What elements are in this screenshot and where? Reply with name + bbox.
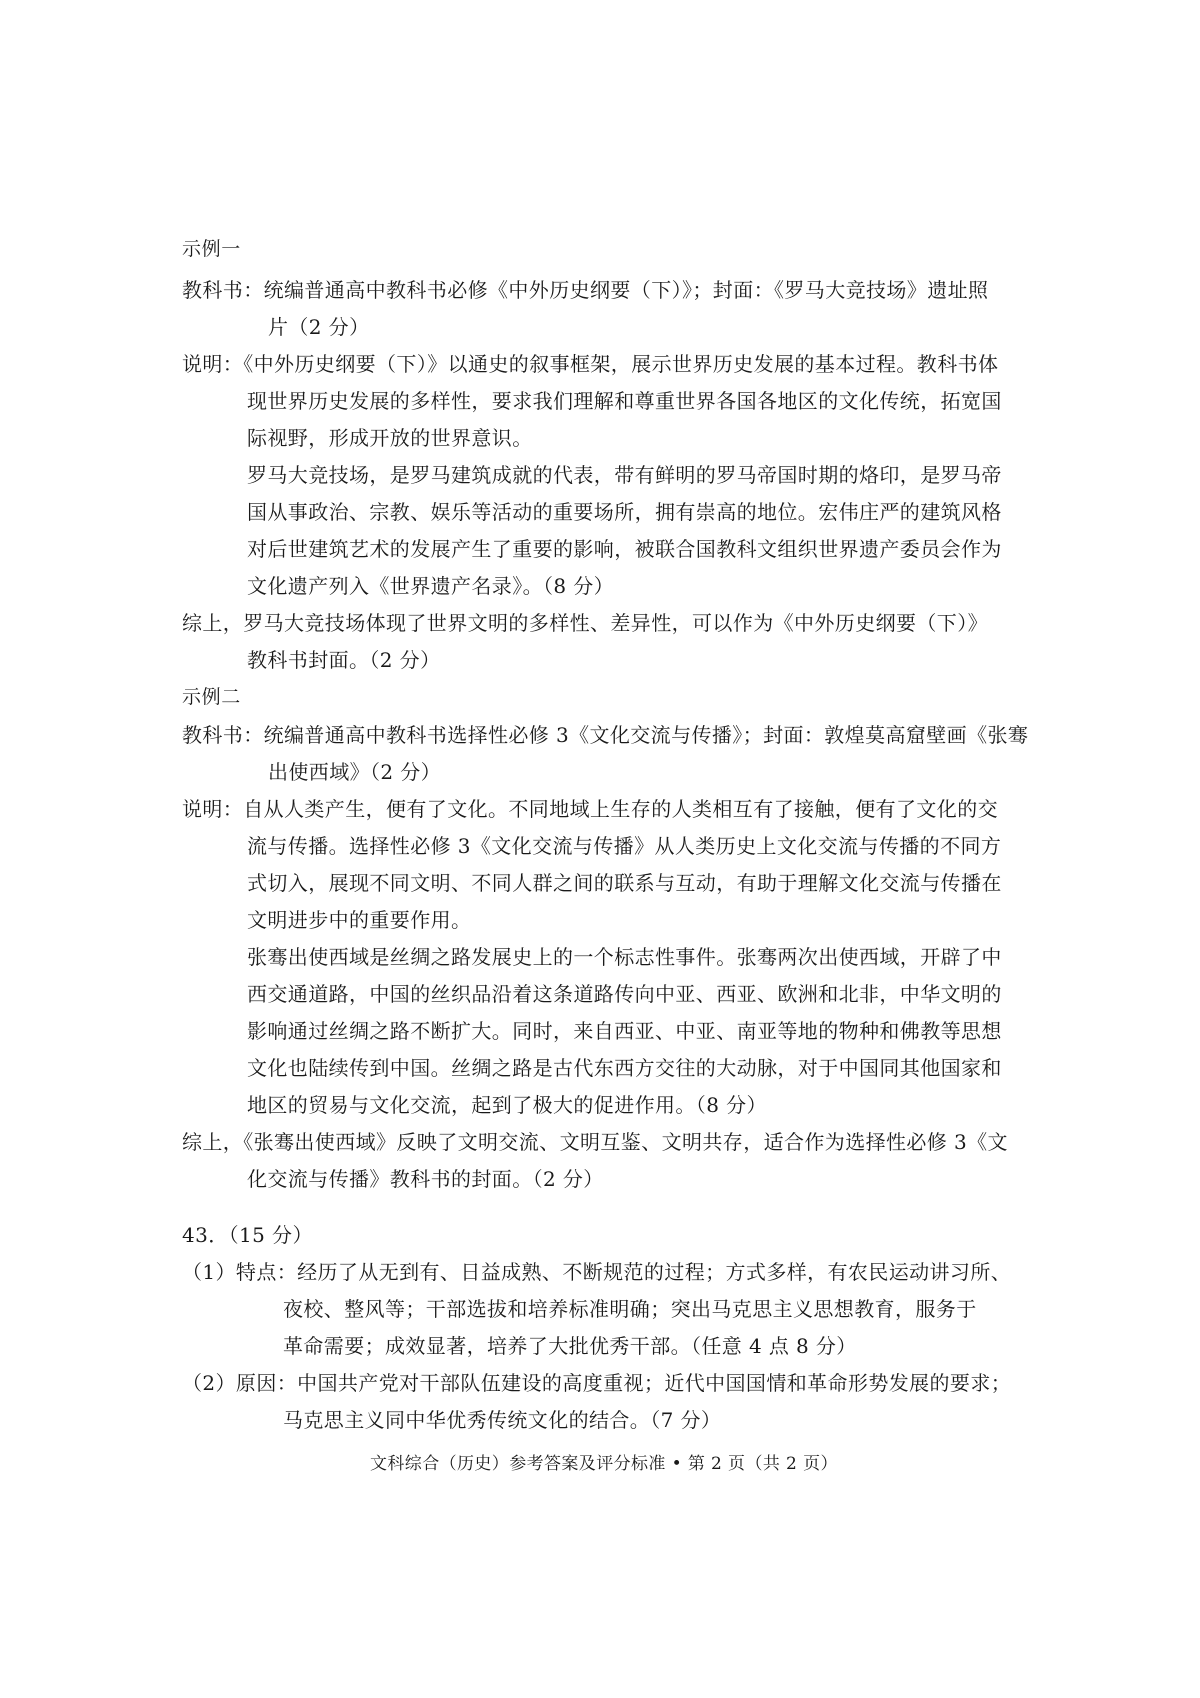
q43-part2-line2: 马克思主义同中华优秀传统文化的结合。（7 分） bbox=[283, 1408, 722, 1432]
example1-summary-line1: 综上，罗马大竞技场体现了世界文明的多样性、差异性，可以作为《中外历史纲要（下）》 bbox=[182, 611, 988, 635]
example2-summary-line2: 化交流与传播》教科书的封面。（2 分） bbox=[247, 1167, 604, 1191]
example2-heading: 示例二 bbox=[182, 686, 241, 708]
example1-explain-line3: 际视野，形成开放的世界意识。 bbox=[247, 426, 533, 450]
example2-textbook-line1: 教科书：统编普通高中教科书选择性必修 3《文化交流与传播》；封面：敦煌莫高窟壁画《张骞 bbox=[182, 723, 1029, 747]
example2-explain-line3: 式切入，展现不同文明、不同人群之间的联系与互动，有助于理解文化交流与传播在 bbox=[247, 871, 1002, 895]
example1-explain-line2: 现世界历史发展的多样性，要求我们理解和尊重世界各国各地区的文化传统，拓宽国 bbox=[247, 389, 1002, 413]
page-footer: 文科综合（历史）参考答案及评分标准 • 第 2 页（共 2 页） bbox=[370, 1454, 838, 1474]
example2-explain-line1: 说明：自从人类产生，便有了文化。不同地域上生存的人类相互有了接触，便有了文化的交 bbox=[182, 797, 998, 821]
example1-heading: 示例一 bbox=[182, 238, 241, 260]
example1-summary-line2: 教科书封面。（2 分） bbox=[247, 648, 441, 672]
example1-explain-line7: 文化遗产列入《世界遗产名录》。（8 分） bbox=[247, 574, 615, 598]
example1-explain-line4: 罗马大竞技场，是罗马建筑成就的代表，带有鲜明的罗马帝国时期的烙印，是罗马帝 bbox=[247, 463, 1002, 487]
example2-explain-line7: 影响通过丝绸之路不断扩大。同时，来自西亚、中亚、南亚等地的物种和佛教等思想 bbox=[247, 1019, 1002, 1043]
example1-textbook-line2: 片（2 分） bbox=[268, 315, 370, 339]
example2-textbook-line2: 出使西域》（2 分） bbox=[268, 760, 442, 784]
example1-textbook-line1: 教科书：统编普通高中教科书必修《中外历史纲要（下）》；封面：《罗马大竞技场》遗址照 bbox=[182, 278, 989, 302]
question-43-heading: 43．（15 分） bbox=[182, 1223, 313, 1247]
example2-explain-line8: 文化也陆续传到中国。丝绸之路是古代东西方交往的大动脉，对于中国同其他国家和 bbox=[247, 1056, 1002, 1080]
example2-explain-line9: 地区的贸易与文化交流，起到了极大的促进作用。（8 分） bbox=[247, 1093, 767, 1117]
example2-explain-line6: 西交通道路，中国的丝织品沿着这条道路传向中亚、西亚、欧洲和北非，中华文明的 bbox=[247, 982, 1002, 1006]
example2-explain-line2: 流与传播。选择性必修 3《文化交流与传播》从人类历史上文化交流与传播的不同方 bbox=[247, 834, 1002, 858]
q43-part1-line2: 夜校、整风等；干部选拔和培养标准明确；突出马克思主义思想教育，服务于 bbox=[283, 1297, 977, 1321]
example1-explain-line6: 对后世建筑艺术的发展产生了重要的影响，被联合国教科文组织世界遗产委员会作为 bbox=[247, 537, 1002, 561]
example2-summary-line1: 综上，《张骞出使西域》反映了文明交流、文明互鉴、文明共存，适合作为选择性必修 3《文 bbox=[182, 1130, 1008, 1154]
q43-part2-line1: （2）原因：中国共产党对干部队伍建设的高度重视；近代中国国情和革命形势发展的要求； bbox=[182, 1371, 1012, 1395]
q43-part1-line3: 革命需要；成效显著，培养了大批优秀干部。（任意 4 点 8 分） bbox=[283, 1334, 857, 1358]
example1-explain-line1: 说明：《中外历史纲要（下）》以通史的叙事框架，展示世界历史发展的基本过程。教科书体 bbox=[182, 352, 999, 376]
example2-explain-line5: 张骞出使西域是丝绸之路发展史上的一个标志性事件。张骞两次出使西域，开辟了中 bbox=[247, 945, 1002, 969]
example2-explain-line4: 文明进步中的重要作用。 bbox=[247, 908, 472, 932]
example1-explain-line5: 国从事政治、宗教、娱乐等活动的重要场所，拥有崇高的地位。宏伟庄严的建筑风格 bbox=[247, 500, 1002, 524]
q43-part1-line1: （1）特点：经历了从无到有、日益成熟、不断规范的过程；方式多样，有农民运动讲习所、 bbox=[182, 1260, 1012, 1284]
